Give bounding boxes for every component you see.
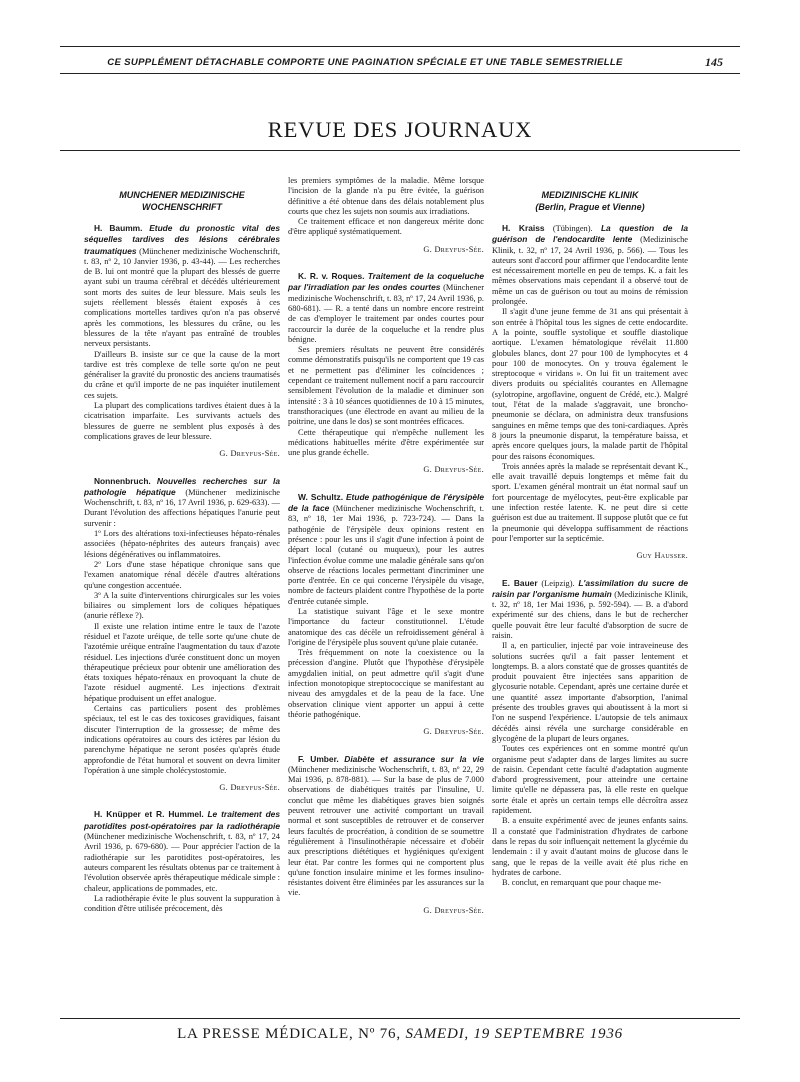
article-paragraph: Très fréquemment on note la coexistence ou la précession d'angine. Plutôt que l'hypothèse d'érysipèle amygdalien initial, on peut admettre qu'il s'agit d'une infection monotopique streptococcique se manifestant au niveau des amygdales et de la peau de la face. Une observation clinique vient apporter un appui à cette théorie pathogénique. [288, 648, 484, 719]
article-title: La question de la guérison de l'endocardite lente [492, 223, 688, 245]
article-paragraph: 3º A la suite d'interventions chirurgicales sur les voies biliaires ou simplement lors de coliques hépatiques (anurie réflexe ?). [84, 590, 280, 621]
article-schultz [288, 492, 484, 738]
footer-journal: LA PRESSE MÉDICALE, Nº 76, [177, 1026, 401, 1042]
article-author: H. Kraiss [502, 223, 545, 233]
journal-name-line2: (Berlin, Prague et Vienne) [535, 202, 645, 212]
journal-name-line2: WOCHENSCHRIFT [142, 202, 222, 212]
article-text: (Münchener medizinische Wochenschrift, t. 83, nº 17, 24 Avril 1936, p. 679-680). — Pour apprécier l'action de la radiothérapie sur les parotidites post-opératoires, les auteurs comparent les résultats obtenus par ce traitement à l'évolution observée après thérapeutique médicale simple : chaleur, applications de pommades, etc. [84, 832, 280, 893]
article-paragraph: 2º Lors d'une stase hépatique chronique sans que l'examen anatomique rénal décèle d'autres altérations qu'une congestion accentuée. [84, 559, 280, 590]
article-author-place: (Leipzig). [541, 578, 575, 588]
article-umber [288, 754, 484, 916]
column-right [492, 176, 688, 888]
article-paragraph: Certains cas particuliers posent des problèmes spéciaux, tel est le cas des toxicoses gravidiques, faisant discuter l'interruption de la grossesse; de même des indications opératoires au cours des ictères par lésion du parenchyme hépatique ne seront posées qu'après étude approfondie de l'état humoral et souvent on devra limiter l'opération à une simple cholécystostomie. [84, 704, 280, 775]
article-paragraph: La plupart des complications tardives étaient dues à la cicatrisation imparfaite. Les survivants actuels des blessures de guerre ne semblent plus exposés à des complications graves de leur blessure. [84, 401, 280, 441]
article-text: (Münchener medizinische Wochenschrift, t. 83, nº 22, 29 Mai 1936, p. 878-881). — Sur la base de plus de 7.000 observations de diabétiques traités par l'insuline, U. conclut que même les diabétiques graves bien soignés peuvent retrouver une activité comportant un travail normal et sont susceptibles de retrouver et de conserver leurs facultés de procréation, à condition de se soumettre régulièrement à l'insulinothérapie nécessaire et d'obéir aux prescriptions diététiques et hygiéniques qu'exigent leur état. Par contre les formes qui ne comportent plus qu'une fonction insulaire minime et les formes insulino-résistantes doivent être éliminées par les assurances sur la vie. [288, 764, 484, 898]
article-bauer [492, 578, 688, 889]
article-paragraph: La radiothérapie évite le plus souvent la suppuration à condition d'être utilisée précocement, dès [84, 893, 280, 914]
article-paragraph: D'ailleurs B. insiste sur ce que la cause de la mort tardive est très complexe de telle sorte qu'on ne peut généraliser la gravité du pronostic des anciens traumatisés du crâne et qu'il importe de ne pas inquiéter inutilement ces sujets. [84, 349, 280, 400]
article-title: Le traitement des parotidites post-opératoires par la radiothérapie [84, 809, 280, 831]
article-signature: G. Dreyfus-Sée. [219, 783, 280, 793]
article-author: Nonnenbruch. [94, 475, 151, 486]
section-rule [60, 150, 740, 151]
article-author: E. Bauer [502, 577, 538, 588]
article-title: Diabète et assurance sur la vie [344, 753, 485, 764]
journal-heading [492, 189, 688, 213]
article-title: Traitement de la coqueluche par l'irradiation par les ondes courtes [288, 271, 484, 293]
supplement-banner: CE SUPPLÉMENT DÉTACHABLE COMPORTE UNE PAGINATION SPÉCIALE ET UNE TABLE SEMESTRIELLE [107, 57, 623, 68]
article-text: (Münchener medizinische Wochenschrift, t. 83, nº 17, 24 Avril 1936, p. 680-681). — R. a tenté dans un nombre encore restreint de cas d'employer le traitement par ondes courtes pour raccourcir la durée de la coqueluche et la rendre plus bénigne. [288, 283, 485, 344]
article-paragraph: B. conclut, en remarquant que pour chaque me- [502, 878, 662, 888]
top-rule [60, 46, 740, 47]
article-signature: G. Dreyfus-Sée. [423, 905, 484, 915]
article-knupper-hummel [84, 809, 280, 914]
article-author: F. Umber. [298, 753, 339, 764]
article-baumm [84, 223, 280, 460]
article-text: (Münchener medizinische Wochenschrift, t. 83, nº 16, 17 Avril 1936, p. 629-633). — Durant l'évolution des affections hépatiques l'anurie peut survenir : [84, 487, 281, 528]
article-paragraph: Ses premiers résultats ne peuvent être considérés comme démonstratifs puisqu'ils ne comportent que 19 cas et ne permettent pas d'éliminer les coïncidences ; cependant ce traitement nullement nocif a paru raccourcir sensiblement l'évolution de la maladie et diminuer son intensité : 3 à 10 séances quotidiennes de 10 à 15 minutes, transthoraciques (une électrode en avant au milieu de la poitrine, une dans le dos) se sont montrées efficaces. [288, 345, 484, 427]
article-paragraph: La statistique suivant l'âge et le sexe montre l'importance du facteur constitutionnel. L'étude anatomique des cas décèle un refroidissement général à l'origine de l'érysipèle plus souvent qu'une plaie cutanée. [288, 606, 484, 647]
article-signature: G. Dreyfus-Sée. [219, 449, 280, 459]
article-author: W. Schultz. [298, 491, 344, 502]
article-text: (Medizinische Klinik, t. 32, nº 17, 24 Avril 1936, p. 566). — Tous les auteurs sont d'accord pour affirmer que l'endocardite lente est nécessairement mortelle en peu de temps. K. a fait les mêmes observations mais cependant il a observé tout de même un cas de guérison ou tout au moins de rémission prolongée. [492, 235, 688, 307]
article-paragraph: B. a ensuite expérimenté avec de jeunes enfants sains. Il a constaté que l'administration d'hydrates de carbone dans le repas du soir influençait nettement la glycémie du lendemain : il y avait d'autant moins de glucose dans le sang, que le repas de la veille avait été plus riche en hydrates de carbone. [492, 816, 688, 877]
article-author: K. R. v. Roques. [298, 271, 365, 282]
article-nonnenbruch [84, 476, 280, 794]
footer-date: SAMEDI, 19 SEPTEMBRE 1936 [405, 1026, 623, 1042]
article-text: (Medizinische Klinik, t. 32, nº 18, 1er Mai 1936, p. 592-594). — B. a d'abord expérimenté sur des chiens, dans le but de rechercher quelle pouvait être leur faculté d'absorption de sucre de raisin. [492, 589, 689, 640]
article-author: H. Knüpper et R. Hummel. [94, 809, 204, 820]
section-title: REVUE DES JOURNAUX [267, 117, 533, 142]
article-paragraph: Toutes ces expériences ont en somme montré qu'un organisme peut s'adapter dans de larges limites au sucre de raisin. Cependant cette faculté d'adaptation augmente d'abord progressivement, pour atteindre une certaine limite qu'elle ne dépassera pas, là elle reste en quelque sorte étale et après un certain temps elle décroîtra assez rapidement. [492, 744, 688, 816]
article-paragraph: Il existe une relation intime entre le taux de l'azote résiduel et l'azote uréique, de telle sorte qu'une chute de l'azotémie uréique entraîne l'augmentation du taux d'azote résiduel. Les injections d'urée constituent donc un moyen thérapeutique précieux pour obtenir une amélioration des états toxiques hépato-rénaux en provoquant la chute de l'azote résiduel augmenté. Les injections d'extrait hépatique produisent un effet analogue. [84, 621, 280, 703]
article-signature: G. Dreyfus-Sée. [423, 727, 484, 737]
article-signature: Guy Hausser. [636, 551, 688, 561]
journal-name-line1: MUNCHENER MEDIZINISCHE [119, 190, 245, 200]
page-footer [60, 1026, 740, 1043]
article-title: Etude du pronostic vital des séquelles tardives des lésions cérébrales traumatiques [84, 223, 281, 256]
article-author: H. Baumm. [94, 223, 143, 233]
article-paragraph: Ce traitement efficace et non dangereux mérite donc d'être appliqué systématiquement. [288, 217, 484, 237]
article-continuation: les premiers symptômes de la maladie. Même lorsque l'incision de la glande n'a pu être évitée, la guérison définitive a été obtenue dans des délais notablement plus courts que chez les sujets non soumis aux irradiations. [288, 176, 484, 216]
article-paragraph: Il a, en particulier, injecté par voie intraveineuse des solutions sucrées qu'il a fait passer lentement et longtemps. B. a alors constaté que de grosses quantités de produit pouvaient être injectées sans apparition de glycosurie notable. Cependant, après une certaine durée et une quantité assez importante d'absorption, l'animal présente des troubles graves qui aboutissent à la mort si l'on ne suspend l'expérience. L'autopsie de tels animaux décédés ainsi révéla une surcharge considérable en glycogène de la plupart de leurs organes. [492, 641, 688, 743]
journal-name-line1: MEDIZINISCHE KLINIK [541, 190, 639, 200]
article-paragraph: Cette thérapeutique qui n'empêche nullement les médications habituelles mérite d'être expérimentée sur une plus grande échelle. [288, 427, 484, 458]
column-middle [288, 176, 484, 932]
article-author-place: (Tübingen). [552, 224, 593, 233]
journal-heading [84, 189, 280, 213]
article-signature: G. Dreyfus-Sée. [423, 465, 484, 475]
article-roques [288, 271, 484, 476]
footer-rule [60, 1018, 740, 1019]
article-kraiss [492, 223, 688, 562]
article-paragraph: Il s'agit d'une jeune femme de 31 ans qui présentait à son entrée à l'hôpital tous les signes de cette endocardite. A la pointe, souffle systolique et souffle diastolique aortique. L'examen hématologique révélait 11.800 globules blancs, dont 27 pour 100 de lymphocytes et 4 pour 100 de monocytes. On y trouva également le streptocoque « viridans ». On lui fit un traitement avec divers produits ou spécialités courantes en Allemagne (sylotropine, argoflavine, onguent de Crédé, etc.). Malgré tout, l'état de la malade s'aggravait, une broncho-pneumonie se déclara, on administra deux transfusions sanguines en même temps que des toni-cardiaques. Après 8 jours la pneumonie disparut, la température baissa, et après encore quelques jours, la malade partit de l'hôpital pour des raisons économiques. [492, 307, 688, 461]
article-title: L'assimilation du sucre de raisin par l'organisme humain [492, 577, 689, 599]
page-number: 145 [705, 55, 723, 69]
article-signature: G. Dreyfus-Sée. [423, 244, 484, 254]
article-text: (Münchener medizinische Wochenschrift, t. 83, nº 18, 1er Mai 1936, p. 723-724). — Dans la pathogénie de l'érysipèle deux opinions restent en présence : pour les uns il s'agit d'une infection à point de départ local (cutané ou muqueux), pour les autres l'infection évolue comme une maladie générale sans qu'on observe de réactions locales permettant d'incriminer une porte d'entrée. En ce qui concerne l'érysipèle du visage, nombre de facteurs plaident contre l'hypothèse de la porte d'entrée cutanée simple. [288, 504, 484, 606]
column-left [84, 176, 280, 914]
article-text: (Münchener medizinische Wochenschrift, t. 83, nº 2, 10 Janvier 1936, p. 43-44). — Les recherches de B. lui ont montré que la plupart des blessés de guerre ayant subi un trauma cérébral et décédés ultérieurement sont morts des suites de leur blessure. Mais seuls les sujets réellement blessés étaient exposés à ces complications mortelles tardives qu'on n'a pas observé après les commotions, les blessures du crâne, ou les blessures de la tête n'ayant pas entraîné de troubles nerveux persistants. [84, 246, 280, 349]
article-title: Etude pathogénique de l'érysipèle de la face [288, 491, 484, 514]
article-title: Nouvelles recherches sur la pathologie hépatique [84, 475, 280, 497]
article-paragraph: Trois années après la malade se représentait devant K., elle avait travaillé depuis longtemps et même fait du sport. L'examen général montrait un état normal sauf un fort pourcentage de myélocytes, peut-être explicable par une infection restée latente. K. ne peut dire si cette guérison est due au traitement. Il suppose plutôt que ce fut la pneumonie qui développa suffisamment de réactions pour l'emporter sur la septicémie. [492, 461, 688, 543]
banner-underline [60, 73, 740, 74]
article-paragraph: 1º Lors des altérations toxi-infectieuses hépato-rénales associées (hépato-néphrites des auteurs français) avec lésions dégénératives ou inflammatoires. [84, 529, 280, 559]
